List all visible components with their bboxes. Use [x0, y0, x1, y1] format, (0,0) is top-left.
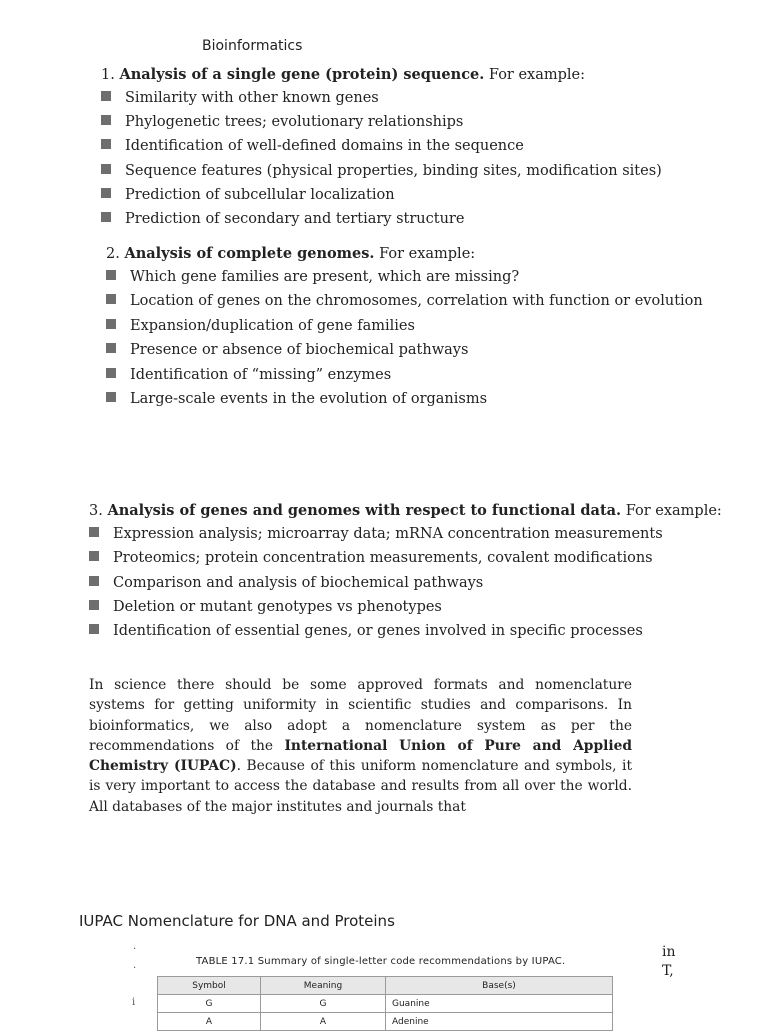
- section-3-heading: [89, 502, 722, 519]
- list-item-text: Expansion/duplication of gene families: [130, 318, 415, 334]
- square-bullet-icon: [106, 270, 116, 280]
- list-item: [106, 391, 487, 407]
- square-bullet-icon: [89, 576, 99, 586]
- square-bullet-icon: [101, 115, 111, 125]
- table-header-meaning: Meaning: [261, 977, 386, 995]
- section-3-heading-rest: For example:: [621, 503, 722, 519]
- table-caption: TABLE 17.1 Summary of single-letter code recommendations by IUPAC.: [196, 956, 566, 967]
- section-1-heading: [101, 66, 585, 83]
- table-row: [158, 995, 613, 1013]
- table-header-bases: Base(s): [386, 977, 613, 995]
- margin-fragment: T,: [662, 963, 674, 979]
- list-item: [101, 187, 395, 203]
- square-bullet-icon: [106, 294, 116, 304]
- list-item-text: Prediction of subcellular localization: [125, 187, 395, 203]
- list-item: [106, 293, 703, 309]
- list-item-text: Similarity with other known genes: [125, 90, 379, 106]
- list-item: [101, 211, 464, 227]
- list-item: [106, 318, 415, 334]
- section-2-number: 2.: [106, 246, 120, 262]
- square-bullet-icon: [106, 392, 116, 402]
- list-item-text: Identification of “missing” enzymes: [130, 367, 392, 383]
- square-bullet-icon: [101, 188, 111, 198]
- section-2-heading-bold: Analysis of complete genomes.: [124, 245, 375, 262]
- list-item: [89, 623, 643, 639]
- square-bullet-icon: [101, 139, 111, 149]
- list-item-text: Sequence features (physical properties, binding sites, modification sites): [125, 163, 662, 179]
- list-item-text: Proteomics; protein concentration measurements, covalent modifications: [113, 550, 653, 566]
- square-bullet-icon: [101, 164, 111, 174]
- list-item-text: Deletion or mutant genotypes vs phenotypes: [113, 599, 442, 615]
- section-title: IUPAC Nomenclature for DNA and Proteins: [79, 912, 395, 930]
- tick-mark: ·: [133, 963, 137, 974]
- list-item: [106, 342, 468, 358]
- margin-fragment: in: [662, 944, 676, 960]
- list-item: [106, 367, 391, 383]
- table-header-symbol: Symbol: [158, 977, 261, 995]
- iupac-table: [157, 976, 613, 1031]
- section-1-heading-rest: For example:: [484, 67, 585, 83]
- list-item-text: Prediction of secondary and tertiary structure: [125, 211, 465, 227]
- list-item-text: Location of genes on the chromosomes, correlation with function or evolution: [130, 293, 703, 309]
- section-1-heading-bold: Analysis of a single gene (protein) sequence.: [119, 66, 485, 83]
- square-bullet-icon: [89, 551, 99, 561]
- list-item-text: Identification of essential genes, or genes involved in specific processes: [113, 623, 643, 639]
- section-2-heading-rest: For example:: [374, 246, 476, 262]
- list-item: [101, 114, 463, 130]
- list-item-text: Expression analysis; microarray data; mRNA concentration measurements: [113, 526, 663, 542]
- square-bullet-icon: [89, 527, 99, 537]
- table-cell: G: [261, 995, 386, 1013]
- table-header-row: [158, 977, 613, 995]
- square-bullet-icon: [89, 624, 99, 634]
- list-item: [106, 269, 519, 285]
- list-item: [101, 138, 524, 154]
- list-item: [89, 550, 653, 566]
- section-1-number: 1.: [101, 67, 115, 83]
- list-item-text: Large-scale events in the evolution of organisms: [130, 391, 488, 407]
- tick-mark: i: [132, 997, 136, 1008]
- list-item-text: Phylogenetic trees; evolutionary relationships: [125, 114, 464, 130]
- paragraph-text-before: In science there should be some approved formats and nomenclature systems for getting uniformity in scientific studies and comparisons. In bioinformatics, we also adopt a nomenclature system as per the recommendations of the: [89, 677, 632, 754]
- list-item: [101, 90, 379, 106]
- table-cell: G: [158, 995, 261, 1013]
- list-item: [89, 575, 483, 591]
- tick-mark: ·: [133, 944, 137, 955]
- table-cell: Guanine: [386, 995, 613, 1013]
- square-bullet-icon: [106, 368, 116, 378]
- body-paragraph: [89, 675, 632, 817]
- section-3-number: 3.: [89, 503, 103, 519]
- square-bullet-icon: [106, 343, 116, 353]
- list-item: [89, 526, 663, 542]
- list-item: [89, 599, 442, 615]
- list-item: [101, 163, 662, 179]
- square-bullet-icon: [101, 212, 111, 222]
- table-row: [158, 1013, 613, 1031]
- table-cell: Adenine: [386, 1013, 613, 1031]
- square-bullet-icon: [89, 600, 99, 610]
- list-item-text: Which gene families are present, which are missing?: [130, 269, 520, 285]
- section-3-heading-bold: Analysis of genes and genomes with respect to functional data.: [107, 502, 622, 519]
- square-bullet-icon: [101, 91, 111, 101]
- table-cell: A: [261, 1013, 386, 1031]
- table-cell: A: [158, 1013, 261, 1031]
- list-item-text: Presence or absence of biochemical pathways: [130, 342, 469, 358]
- list-item-text: Identification of well-defined domains in the sequence: [125, 138, 524, 154]
- square-bullet-icon: [106, 319, 116, 329]
- paragraph-text-bold: International Union of Pure and Applied Chemistry (IUPAC): [89, 737, 632, 775]
- list-item-text: Comparison and analysis of biochemical pathways: [113, 575, 484, 591]
- section-2-heading: [106, 245, 475, 262]
- paragraph-text-after: . Because of this uniform nomenclature and symbols, it is very important to access the database and results from all over the world. All databases of the major institutes and journals that: [89, 758, 632, 815]
- doc-title: Bioinformatics: [202, 38, 303, 54]
